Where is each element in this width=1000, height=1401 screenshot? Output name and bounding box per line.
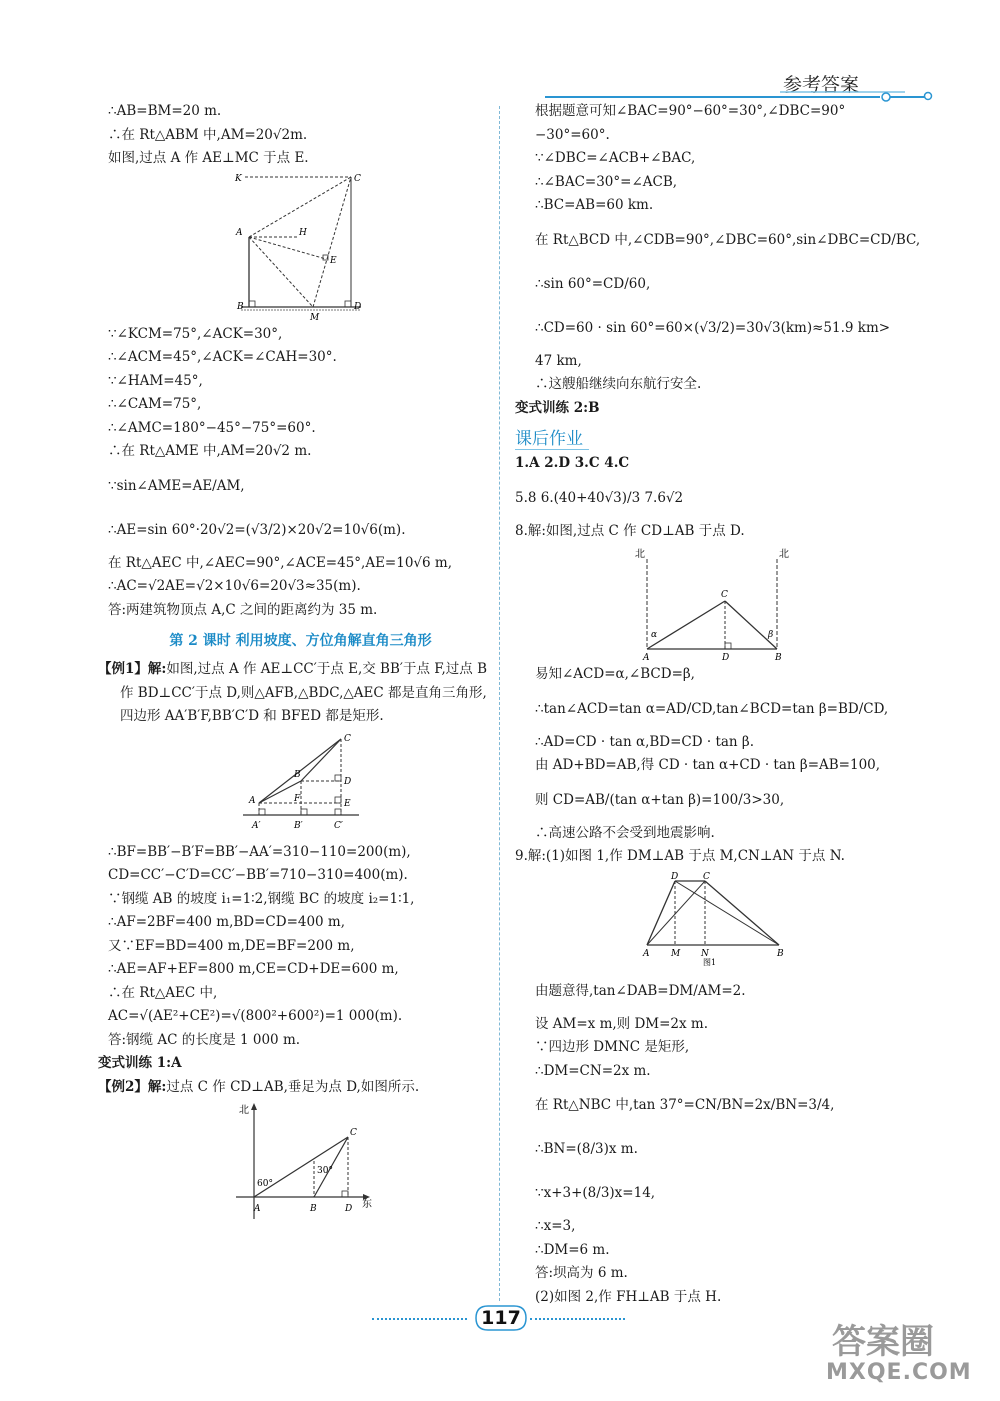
text-line: 如图,过点 A 作 AE⊥MC 于点 E. xyxy=(108,150,309,166)
text-line: 设 AM=x m,则 DM=2x m. xyxy=(535,1015,709,1032)
text-line: (2)如图 2,作 FH⊥AB 于点 H. xyxy=(535,1288,722,1305)
text-line: ∴DM=6 m. xyxy=(535,1241,610,1258)
text-line: 变式训练 2:B xyxy=(515,399,600,416)
text-line: ∴在 Rt△AEC 中, xyxy=(108,984,218,1001)
fig3-label: 东 xyxy=(361,1199,372,1210)
fig4-label: D xyxy=(721,653,729,661)
text-line: 答:钢缆 AC 的长度是 1 000 m. xyxy=(108,1031,301,1048)
fig2-label: B′ xyxy=(293,820,303,831)
fig4-label: 北 xyxy=(778,549,789,560)
example-text: 如图,过点 A 作 AE⊥CC′于点 E,交 BB′于点 F,过点 B 作 BD⊥CC′于点 D,则△AFB,△BDC,△AEC 都是直角三角形,四边形 AA′B′F,BB′C′D 和 BFED 都是矩形. xyxy=(120,661,488,724)
fig1-label: H xyxy=(298,227,307,238)
fig2-label: D xyxy=(343,776,351,787)
fig4-label: β xyxy=(767,630,773,640)
fig3-label: 60° xyxy=(256,1179,273,1189)
homework-title: 课后作业 xyxy=(515,424,589,450)
footer-dots-left xyxy=(372,1318,467,1320)
text-line: 在 Rt△BCD 中,∠CDB=90°,∠DBC=60°,sin∠DBC=CD/BC, xyxy=(535,231,921,248)
fig4-label: 北 xyxy=(634,549,645,560)
watermark-url: MXQE.COM xyxy=(826,1360,972,1385)
text-line: 变式训练 1:A xyxy=(98,1055,182,1071)
text-line: ∴∠CAM=75°, xyxy=(108,396,202,412)
fig1-label: B xyxy=(236,301,244,312)
fig5-label: M xyxy=(670,948,680,959)
text-line: 又∵EF=BD=400 m,DE=BF=200 m, xyxy=(108,937,355,954)
text-line: ∵∠DBC=∠ACB+∠BAC, xyxy=(535,150,696,166)
text-line: 在 Rt△AEC 中,∠AEC=90°,∠ACE=45°,AE=10√6 m, xyxy=(108,554,452,571)
text-line: 答:坝高为 6 m. xyxy=(535,1265,628,1281)
text-line: ∴tan∠ACD=tan α=AD/CD,tan∠BCD=tan β=BD/CD, xyxy=(535,700,889,717)
fig2-label: B xyxy=(293,769,301,780)
text-line: AC=√(AE²+CE²)=√(800²+600²)=1 000(m). xyxy=(108,1008,403,1024)
fig2-label: A′ xyxy=(251,820,261,831)
section-title: 第 2 课时 利用坡度、方位角解直角三角形 xyxy=(169,633,432,649)
header-rule xyxy=(0,0,1000,110)
fig3-label: A xyxy=(253,1204,260,1214)
watermark-logo: 答案圈 xyxy=(832,1322,934,1362)
figure-dam-diagram xyxy=(633,871,793,967)
text-line: 则 CD=AB/(tan α+tan β)=100/3>30, xyxy=(535,791,785,808)
example-tag: 【例1】解: xyxy=(98,661,167,677)
text-line: 9.解:(1)如图 1,作 DM⊥AB 于点 M,CN⊥AN 于点 N. xyxy=(515,848,845,864)
text-line: ∵x+3+(8/3)x=14, xyxy=(535,1185,656,1201)
fig2-label: C′ xyxy=(333,820,343,831)
text-line: ∴BF=BB′−B′F=BB′−AA′=310−110=200(m), xyxy=(108,843,411,860)
text-line: ∵∠KCM=75°,∠ACK=30°, xyxy=(108,325,283,342)
text-line: ∴AD=CD · tan α,BD=CD · tan β. xyxy=(535,733,755,750)
right-column xyxy=(515,100,921,1309)
figure-bearing-diagram xyxy=(226,1101,376,1223)
text-line: ∴BN=(8/3)x m. xyxy=(535,1141,638,1157)
text-line: 在 Rt△NBC 中,tan 37°=CN/BN=2x/BN=3/4, xyxy=(535,1097,835,1113)
fig1-label: E xyxy=(329,255,337,266)
text-line: ∴AF=2BF=400 m,BD=CD=400 m, xyxy=(108,914,346,930)
header-label: 参考答案 xyxy=(783,74,860,96)
text-line: 易知∠ACD=α,∠BCD=β, xyxy=(535,666,695,682)
fig5-label: N xyxy=(700,948,709,959)
fig1-label: M xyxy=(309,312,319,321)
text-line: 由 AD+BD=AB,得 CD · tan α+CD · tan β=AB=100, xyxy=(535,757,881,773)
fig2-label: C xyxy=(343,733,351,744)
figure-highway-diagram xyxy=(633,545,793,661)
fig5-caption: 图1 xyxy=(702,957,716,967)
fig4-label: α xyxy=(650,630,657,640)
example-2 xyxy=(98,1076,493,1100)
fig2-label: A xyxy=(248,795,255,806)
fig5-label: C xyxy=(702,871,710,882)
fig1-label: C xyxy=(353,173,361,184)
fig3-label: C xyxy=(349,1128,357,1138)
example-tag: 【例2】解: xyxy=(98,1078,167,1095)
text-line: 答:两建筑物顶点 A,C 之间的距离约为 35 m. xyxy=(108,601,378,618)
fig2-label: F xyxy=(293,793,300,804)
text-line: ∴AE=AF+EF=800 m,CE=CD+DE=600 m, xyxy=(108,961,399,977)
fig4-label: C xyxy=(720,590,728,600)
text-line: 根据题意可知∠BAC=90°−60°=30°,∠DBC=90°−30°=60°. xyxy=(535,103,846,143)
text-line: 由题意得,tan∠DAB=DM/AM=2. xyxy=(535,982,746,999)
fig2-label: E xyxy=(343,798,351,809)
text-line: ∴∠ACM=45°,∠ACK=∠CAH=30°. xyxy=(108,349,337,365)
text-line: ∵sin∠AME=AE/AM, xyxy=(108,477,245,494)
text-line: ∴在 Rt△AME 中,AM=20√2 m. xyxy=(108,443,312,459)
example-1 xyxy=(98,658,493,729)
page-number: 117 xyxy=(481,1307,521,1329)
text-line: ∴sin 60°=CD/60, xyxy=(535,275,651,292)
fig3-label: 北 xyxy=(238,1105,249,1116)
text-line: ∵四边形 DMNC 是矩形, xyxy=(535,1039,690,1055)
figure-building-diagram xyxy=(231,173,371,321)
text-line: ∵∠HAM=45°, xyxy=(108,372,203,389)
text-line: ∴DM=CN=2x m. xyxy=(535,1062,651,1079)
example-text: 过点 C 作 CD⊥AB,垂足为点 D,如图所示. xyxy=(166,1078,420,1095)
text-line: ∴x=3, xyxy=(535,1218,576,1234)
fig4-label: A xyxy=(642,653,649,661)
answers-line: 1.A 2.D 3.C 4.C xyxy=(515,455,630,471)
fig5-label: A xyxy=(642,948,649,959)
column-divider xyxy=(499,106,500,1301)
fig1-label: A xyxy=(235,227,242,238)
fig3-label: 30° xyxy=(316,1166,333,1176)
figure-cable-diagram xyxy=(241,731,361,839)
text-line: ∴在 Rt△ABM 中,AM=20√2m. xyxy=(108,126,308,143)
text-line: ∴∠AMC=180°−45°−75°=60°. xyxy=(108,419,316,436)
left-column xyxy=(98,100,493,1225)
fig1-label: D xyxy=(353,301,361,312)
fig3-label: B xyxy=(309,1204,317,1214)
fig4-label: B xyxy=(774,653,782,661)
text-line: ∴这艘船继续向东航行安全. xyxy=(535,376,702,392)
text-line: ∴AE=sin 60°·20√2=(√3/2)×20√2=10√6(m). xyxy=(108,521,406,538)
text-line: 8.解:如图,过点 C 作 CD⊥AB 于点 D. xyxy=(515,522,745,539)
text-line: 47 km, xyxy=(535,352,582,369)
answers-line: 5.8 6.(40+40√3)/3 7.6√2 xyxy=(515,489,684,506)
footer-dots-right xyxy=(530,1318,625,1320)
text-line: ∴高速公路不会受到地震影响. xyxy=(535,824,715,841)
text-line: ∴BC=AB=60 km. xyxy=(535,197,654,213)
text-line: ∴AC=√2AE=√2×10√6=20√3≈35(m). xyxy=(108,578,361,594)
fig1-label: K xyxy=(234,173,242,184)
fig5-label: D xyxy=(670,871,678,882)
fig5-label: B xyxy=(776,948,784,959)
text-line: ∵钢缆 AB 的坡度 i₁=1∶2,钢缆 BC 的坡度 i₂=1∶1, xyxy=(108,890,415,907)
text-line: ∴AB=BM=20 m. xyxy=(108,103,222,119)
fig3-label: D xyxy=(344,1204,352,1214)
text-line: ∴∠BAC=30°=∠ACB, xyxy=(535,173,678,190)
text-line: ∴CD=60 · sin 60°=60×(√3/2)=30√3(km)≈51.9 km> xyxy=(535,319,891,336)
text-line: CD=CC′−C′D=CC′−BB′=710−310=400(m). xyxy=(108,867,408,883)
